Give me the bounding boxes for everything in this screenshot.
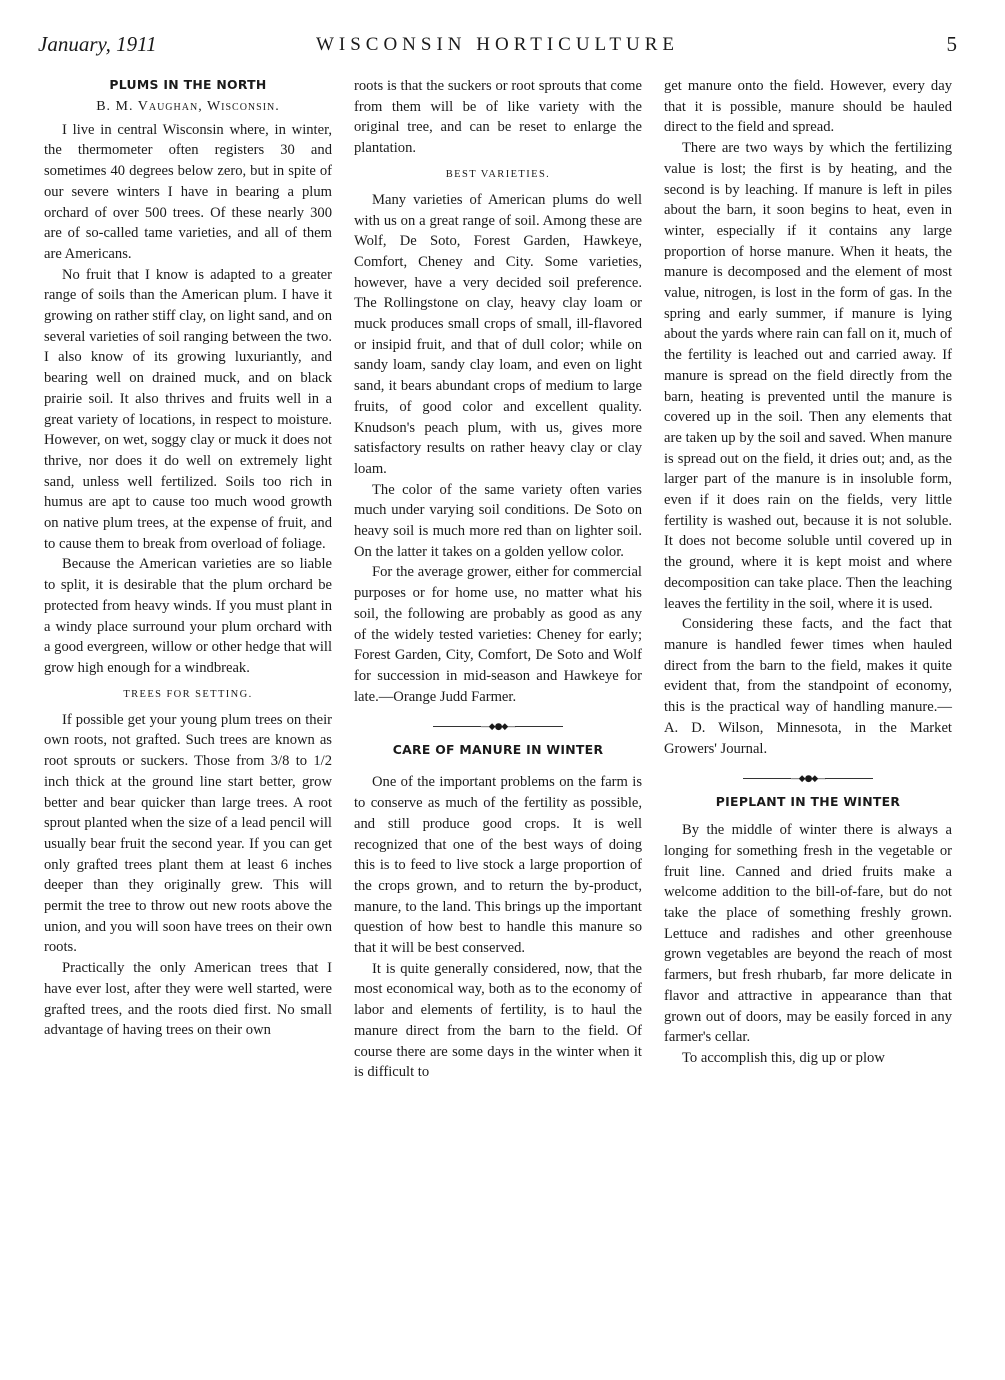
article-title-plums: PLUMS IN THE NORTH (109, 77, 267, 92)
divider-ornament: —◆●◆— (480, 722, 516, 733)
paragraph: The color of the same variety often varies much under varying soil conditions. De Soto on heavy soil is much more red than on lighter soil. On the latter it takes on a golden yellow color. (354, 481, 642, 560)
subheading-trees-for-setting: TREES FOR SETTING. (123, 688, 253, 700)
column-middle (354, 76, 642, 1083)
publication-title: WISCONSIN HORTICULTURE (315, 34, 680, 55)
paragraph: Considering these facts, and the fact that manure is handled fewer times when hauled direct from the barn to the field, makes it quite evident that, from the standpoint of economy, this is the practical way of handling manure.—A. D. Wilson, Minnesota, in the Market Growers' Journal. (664, 616, 952, 757)
column-right (664, 76, 952, 1069)
subheading-best-varieties: BEST VARIETIES. (445, 168, 551, 180)
page-number: 5 (946, 32, 957, 56)
paragraph: One of the important problems on the farm is to conserve as much of the fertility as possible, and still produce good crops. It is well recognized that one of the best ways of doing this is to feed to live stock a large proportion of the crops grown, and to return the by-product, manure, to the land. This brings up the important question of how best to handle this manure so that it will be best conserved. (354, 774, 642, 957)
paragraph-continued: roots is that the suckers or root sprouts that come from them will be of like variety with the original tree, and can be reset to enlarge the plantation. (354, 78, 642, 157)
paragraph: It is quite generally considered, now, that the most economical way, both as to the economy of labor and elements of fertility, is to haul the manure direct from the barn to the field. Of course there are some days in the winter when it is difficult to (354, 960, 642, 1081)
section-divider (433, 721, 563, 733)
paragraph: I live in central Wisconsin where, in winter, the thermometer often registers 30 and sometimes 40 degrees below zero, but in spite of our severe winters I have in bearing a plum orchard of over 500 trees. Of these nearly 300 are of so-called tame varieties, and all of them are Americans. (44, 121, 332, 262)
paragraph: To accomplish this, dig up or plow (682, 1049, 885, 1066)
issue-date: January, 1911 (38, 32, 157, 56)
divider-ornament: —◆●◆— (790, 774, 826, 785)
paragraph: If possible get your young plum trees on their own roots, not grafted. Such trees are known as root sprouts or suckers. Those from 3/8 to 1/2 inch thick at the ground line start better, grow better and bear quicker than large trees. A root sprout planted when the size of a lead pencil will usually bear fruit the second year. If you can get only grafted trees plant them at least 6 inches deeper than they originally grew. This will permit the tree to throw out new roots above the union, and you will soon have trees on their own roots. (44, 711, 332, 956)
paragraph: Many varieties of American plums do well with us on a great range of soil. Among these are Wolf, De Soto, Forest Garden, Hawkeye, Comfort, Cheney and City. Some varieties, however, have a very decided soil preference. The Rollingstone on clay, heavy clay loam or muck produces small crops of small, ill-flavored or insipid fruit, and that of dull color; while on sandy loam, sandy clay loam, and even on light sand, it bears abundant crops of medium to large fruits, of good color and excellent quality. Knudson's peach plum, with us, gives more satisfactory results on rather heavy clay or clay loam. (354, 191, 642, 477)
paragraph: No fruit that I know is adapted to a greater range of soils than the American plum. I have it growing on rather stiff clay, on light sand, and on several varieties of soil ranging between the two. I also know of its growing luxuriantly, and bearing well on drained muck, and on black prairie soil. It also thrives and fruits well in a great variety of locations, in respect to moisture. However, on wet, soggy clay or muck it does not thrive, nor does it do well on extremely light sand, unless well fertilized. Soils too rich in humus are apt to cause too much wood growth on native plum trees, at the expense of fruit, and to cause them to break from overload of foliage. (44, 266, 332, 552)
paragraph: Because the American varieties are so liable to split, it is desirable that the plum orchard be protected from heavy winds. If you must plant in a windy place surround your plum orchard with a good evergreen, willow or other hedge that will grow high enough for a windbreak. (44, 556, 332, 676)
paragraph: There are two ways by which the fertilizing value is lost; the first is by heating, and the second is by leaching. If manure is left in piles about the barn, it soon begins to heat, even in winter, especially if it contains any large proportion of horse manure. When it heats, the manure is decomposed and the element of most value, nitrogen, is lost in the form of gas. In the spring and early summer, if manure is lying about the yards where rain can fall on it, much of the fertility is leached out and carried away. If manure is spread on the field directly from the barn, heating is prevented until the manure is covered up in the soil. Then any elements that are taken up by the soil and saved. When manure is spread out on the field, it dries out; and, as the larger part of the manure is in insoluble form, even if it does rain on the fields, very little fertility is washed out, because it is not soluble. It does not become soluble until covered up in the ground, where it is kept moist and where decomposition can take place. Then the leaching leaves the fertility in the soil, where it is used. (664, 140, 952, 612)
column-left (44, 76, 332, 1041)
paragraph: For the average grower, either for commercial purposes or for home use, no matter what his soil, the following are probably as good as any of the widely tested varieties: Cheney for early; Forest Garden, City, Comfort, De Soto and Wolf for succession in mid-season and Hawkeye for late.—Orange Judd Farmer. (354, 564, 642, 705)
running-head (38, 32, 957, 62)
paragraph: Practically the only American trees that I have ever lost, after they were well started, were grafted trees, and the roots died first. No small advantage of having trees on their own (44, 960, 332, 1039)
article-title-pieplant: PIEPLANT IN THE WINTER (715, 794, 901, 810)
article-title-manure: CARE OF MANURE IN WINTER (392, 742, 604, 758)
section-divider (743, 773, 873, 785)
paragraph-continued: get manure onto the field. However, every day that it is possible, manure should be hauled direct to the field and spread. (664, 78, 952, 136)
paragraph: By the middle of winter there is always a longing for something fresh in the vegetable or fruit line. Canned and dried fruits make a welcome addition to the bill-of-fare, but do not take the place of something freshly grown. Lettuce and radishes and other greenhouse grown vegetables are beyond the reach of most farmers, but fresh rhubarb, far more delicate in flavor and attractive in appearance than that grown out of doors, may be easily forced in any farmer's cellar. (664, 822, 952, 1046)
article-byline-plums: B. M. Vaughan, Wisconsin. (96, 99, 280, 114)
